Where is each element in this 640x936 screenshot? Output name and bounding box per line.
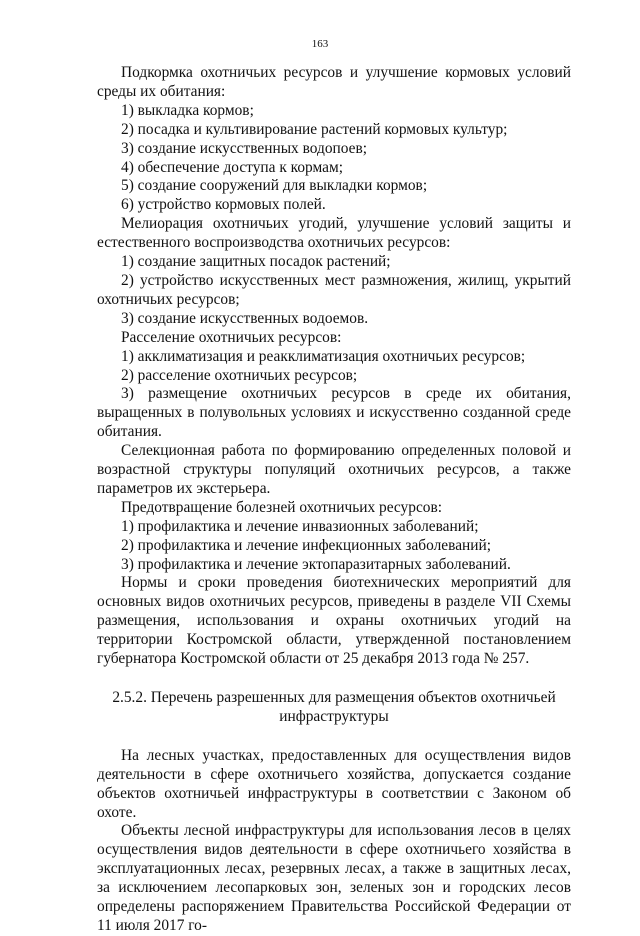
paragraph: Селекционная работа по формированию определенных половой и возрастной структуры популяций охотничьих ресурсов, а также параметров их экстерьера. [97, 442, 571, 497]
paragraph: Мелиорация охотничьих угодий, улучшение условий защиты и естественного воспроизводства охотничьих ресурсов: [97, 215, 571, 252]
list-item: 5) создание сооружений для выкладки кормов; [121, 177, 428, 195]
list-item: 6) устройство кормовых полей. [121, 196, 326, 214]
paragraph: Предотвращение болезней охотничьих ресурсов: [121, 498, 443, 516]
list-item: 2) профилактика и лечение инфекционных заболеваний; [121, 536, 492, 554]
list-item: 2) устройство искусственных мест размножения, жилищ, укрытий охотничьих ресурсов; [97, 271, 571, 308]
list-item: 1) создание защитных посадок растений; [121, 253, 391, 271]
section-heading: 2.5.2. Перечень разрешенных для размещения объектов охотничьей инфраструктуры [112, 689, 556, 725]
paragraph: Нормы и сроки проведения биотехнических мероприятий для основных видов охотничьих ресурсов, приведены в разделе VII Схемы размещения, использования и охраны охотничьих угодий на территории Костромской области, утвержденной постановлением губернатора Костромской области от 25 декабря 2013 года № 257. [97, 574, 571, 668]
list-item: 2) посадка и культивирование растений кормовых культур; [121, 120, 508, 138]
paragraph: Расселение охотничьих ресурсов: [121, 328, 342, 346]
list-item: 1) акклиматизация и реакклиматизация охотничьих ресурсов; [121, 347, 526, 365]
paragraph: Подкормка охотничьих ресурсов и улучшение кормовых условий среды их обитания: [97, 64, 571, 100]
list-item: 4) обеспечение доступа к кормам; [121, 158, 343, 176]
list-item: 3) создание искусственных водопоев; [121, 139, 368, 157]
document-body [97, 64, 571, 936]
paragraph: Объекты лесной инфраструктуры для использования лесов в целях осуществления видов деятельности в сфере охотничьего хозяйства в эксплуатационных лесах, резервных лесах, а также в защитных лесах, за исключением лесопарковых зон, зеленых зон и городских лесов определены распоряжением Правительства Российской Федерации от 11 июля 2017 го- [97, 822, 571, 934]
list-item: 2) расселение охотничьих ресурсов; [121, 366, 358, 384]
list-item: 3) профилактика и лечение эктопаразитарных заболеваний. [121, 555, 511, 573]
paragraph: На лесных участках, предоставленных для осуществления видов деятельности в сфере охотничьего хозяйства, допускается создание объектов охотничьей инфраструктуры в соответствии с Законом об охоте. [97, 746, 571, 821]
list-item: 3) размещение охотничьих ресурсов в среде их обитания, выращенных в полувольных условиях и искусственно созданной среде обитания. [97, 385, 571, 441]
page-number: 163 [311, 38, 329, 50]
list-item: 1) выкладка кормов; [121, 101, 254, 119]
list-item: 1) профилактика и лечение инвазионных заболеваний; [121, 517, 479, 535]
list-item: 3) создание искусственных водоемов. [121, 309, 369, 327]
